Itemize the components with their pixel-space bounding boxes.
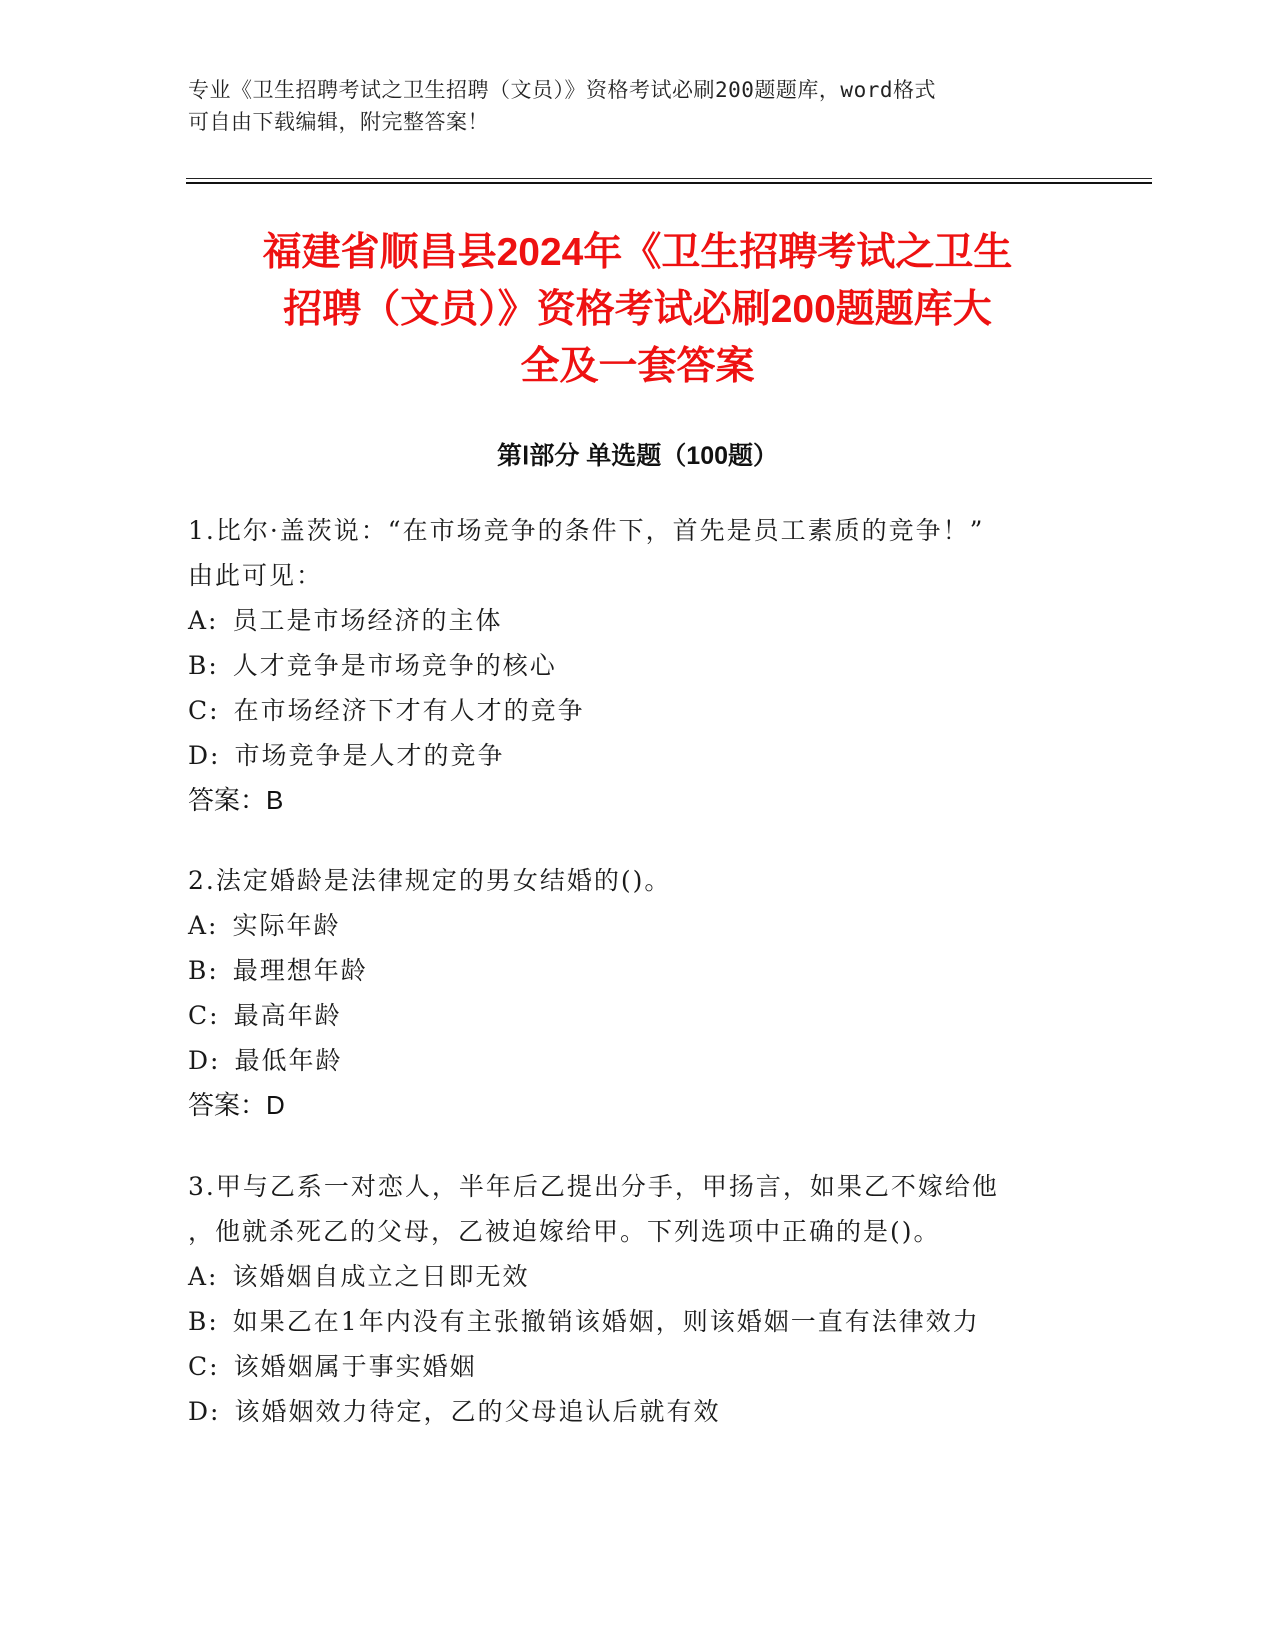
question-3-option-b	[188, 1299, 1068, 1344]
option-key: D:	[188, 1397, 221, 1426]
option-text: 人才竞争是市场竞争的核心	[232, 651, 557, 680]
option-key: C:	[188, 1352, 220, 1381]
option-text: 最理想年龄	[232, 956, 368, 985]
option-key: C:	[188, 1001, 220, 1030]
option-text: 最低年龄	[234, 1046, 343, 1075]
option-key: B:	[188, 956, 219, 985]
question-3-stem-line-1: 3.甲与乙系一对恋人，半年后乙提出分手，甲扬言，如果乙不嫁给他	[188, 1172, 999, 1201]
option-text: 该婚姻自成立之日即无效	[232, 1262, 530, 1291]
option-text: 在市场经济下才有人才的竞争	[233, 696, 585, 725]
title-line-1: 福建省顺昌县2024年《卫生招聘考试之卫生	[262, 231, 1013, 274]
option-key: D:	[188, 1046, 221, 1075]
question-2-option-d	[188, 1038, 1068, 1083]
question-2-option-c	[188, 993, 1068, 1038]
question-3	[188, 1164, 1068, 1434]
option-key: A:	[188, 606, 219, 635]
option-text: 市场竞争是人才的竞争	[234, 741, 505, 770]
title-line-3: 全及一套答案	[520, 345, 755, 388]
question-1-option-d	[188, 733, 1068, 778]
option-key: A:	[188, 911, 219, 940]
title-line-2: 招聘（文员）》资格考试必刷200题题库大	[283, 288, 992, 331]
question-2-answer: 答案：D	[188, 1090, 285, 1120]
option-key: B:	[188, 651, 219, 680]
option-text: 该婚姻属于事实婚姻	[233, 1352, 477, 1381]
header-note	[188, 74, 1068, 138]
option-key: B:	[188, 1307, 219, 1336]
option-text: 实际年龄	[232, 911, 341, 940]
option-key: C:	[188, 696, 220, 725]
question-2	[188, 858, 1068, 1128]
question-1-answer: 答案：B	[188, 785, 284, 815]
question-1-option-c	[188, 688, 1068, 733]
section-title: 第Ⅰ部分 单选题（100题）	[496, 442, 779, 470]
question-2-option-a	[188, 903, 1068, 948]
question-3-option-d	[188, 1389, 1068, 1434]
question-3-option-c	[188, 1344, 1068, 1389]
option-key: A:	[188, 1262, 219, 1291]
header-divider-thick	[186, 182, 1152, 184]
question-2-stem-line-1: 2.法定婚龄是法律规定的男女结婚的()。	[188, 866, 672, 895]
option-text: 最高年龄	[233, 1001, 342, 1030]
header-note-line-2: 可自由下载编辑，附完整答案！	[188, 110, 489, 134]
option-text: 如果乙在1年内没有主张撤销该婚姻，则该婚姻一直有法律效力	[232, 1307, 980, 1336]
question-2-option-b	[188, 948, 1068, 993]
question-3-option-a	[188, 1254, 1068, 1299]
question-1-option-a	[188, 598, 1068, 643]
question-3-stem-line-2: ，他就杀死乙的父母，乙被迫嫁给甲。下列选项中正确的是()。	[188, 1217, 941, 1246]
option-key: D:	[188, 741, 221, 770]
question-1	[188, 508, 1068, 823]
option-text: 员工是市场经济的主体	[232, 606, 503, 635]
header-divider-thin	[186, 178, 1152, 179]
option-text: 该婚姻效力待定，乙的父母追认后就有效	[234, 1397, 721, 1426]
header-note-line-1: 专业《卫生招聘考试之卫生招聘（文员）》资格考试必刷200题题库，word格式	[188, 78, 936, 102]
question-1-stem-line-2: 由此可见：	[188, 561, 324, 590]
question-1-option-b	[188, 643, 1068, 688]
document-title	[170, 224, 1105, 395]
question-1-stem-line-1: 1.比尔·盖茨说：“在市场竞争的条件下，首先是员工素质的竞争！”	[188, 516, 985, 545]
